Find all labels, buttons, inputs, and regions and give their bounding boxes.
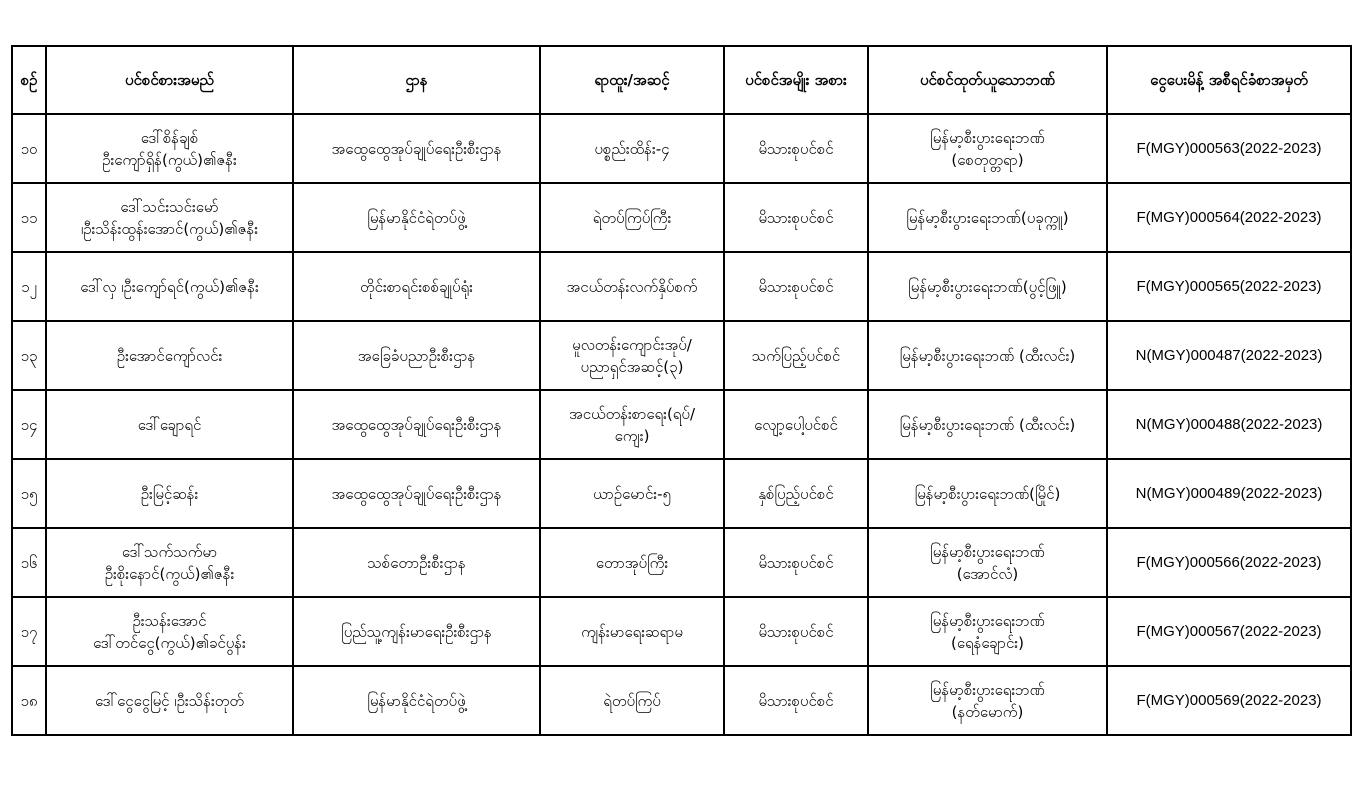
cell-name-line: ၊ဦးသိန်းထွန်းအောင်(ကွယ်)၏ဇနီး [80,219,259,238]
cell-rank-line: တောအုပ်ကြီး [595,553,669,572]
cell-department-line: အထွေထွေအုပ်ချုပ်ရေးဦးစီးဌာန [331,139,502,158]
cell-no: ၁၈ [12,666,46,735]
cell-name [46,597,293,666]
cell-pension-type [724,666,868,735]
table-body [12,114,1351,735]
cell-rank [540,459,724,528]
cell-name [46,321,293,390]
cell-pension-type [724,390,868,459]
cell-bank [868,321,1107,390]
cell-department-line: ပြည်သူ့ကျန်းမာရေးဦးစီးဌာန [341,622,492,641]
cell-name-line: ဒေါ်ချောရင် [137,415,202,434]
table-row [12,390,1351,459]
cell-department [293,390,540,459]
cell-department [293,528,540,597]
table-row [12,666,1351,735]
cell-rank [540,183,724,252]
cell-name-line: ဒေါ်သင်းသင်းမော် [120,197,219,216]
cell-name-line: ဒေါ်တင်ငွေ(ကွယ်)၏ခင်ပွန်း [93,633,246,652]
cell-rank-line: ပညာရှင်အဆင့်(၃) [580,357,684,376]
cell-no: ၁၅ [12,459,46,528]
cell-pension-type [724,321,868,390]
cell-bank [868,114,1107,183]
cell-bank [868,459,1107,528]
cell-pension-type-line: မိသားစုပင်စင် [758,622,834,641]
cell-no: ၁၂ [12,252,46,321]
cell-name [46,390,293,459]
cell-pension-type-line: မိသားစုပင်စင် [758,139,834,158]
cell-pension-type [724,528,868,597]
cell-bank-line: မြန်မာ့စီးပွားရေးဘဏ် (ထီးလင်း) [899,346,1076,365]
cell-no: ၁၄ [12,390,46,459]
cell-rank-line: အငယ်တန်းစာရေး(ရပ်/ [568,404,696,423]
cell-rank [540,252,724,321]
column-header-department: ဌာန [293,46,540,114]
cell-name [46,666,293,735]
cell-department [293,459,540,528]
cell-name [46,459,293,528]
cell-department-line: မြန်မာနိုင်ငံရဲတပ်ဖွဲ့ [367,208,466,227]
cell-name [46,252,293,321]
cell-rank-line: ရဲတပ်ကြပ် [603,691,661,710]
cell-bank [868,183,1107,252]
cell-pension-type-line: မိသားစုပင်စင် [758,277,834,296]
cell-bank-line: မြန်မာ့စီးပွားရေးဘဏ် [930,542,1045,561]
table-row [12,597,1351,666]
cell-department [293,114,540,183]
cell-department [293,252,540,321]
cell-name-line: ဦးကျော်ရှိန်(ကွယ်)၏ဇနီး [102,150,237,169]
pension-table [11,45,1352,736]
cell-bank-line: မြန်မာ့စီးပွားရေးဘဏ် [930,128,1045,147]
cell-no: ၁၃ [12,321,46,390]
cell-department [293,597,540,666]
cell-permit-no: N(MGY)000488(2022-2023) [1107,390,1351,459]
cell-bank-line: (နတ်မောက်) [951,702,1024,721]
cell-bank-line: မြန်မာ့စီးပွားရေးဘဏ် [930,611,1045,630]
cell-name-line: ဦးစိုးနောင်(ကွယ်)၏ဇနီး [104,564,235,583]
column-header-permit-no: ငွေပေးမိန့် အစီရင်ခံစာအမှတ် [1107,46,1351,114]
cell-pension-type [724,597,868,666]
cell-bank [868,597,1107,666]
table-row [12,114,1351,183]
table-row [12,252,1351,321]
cell-name-line: ဒေါ်စိန်ချစ် [140,128,199,147]
cell-rank [540,321,724,390]
cell-pension-type [724,114,868,183]
cell-pension-type-line: မိသားစုပင်စင် [758,208,834,227]
cell-no: ၁၁ [12,183,46,252]
cell-department-line: တိုင်းစာရင်းစစ်ချုပ်ရုံး [360,277,473,296]
cell-permit-no: N(MGY)000487(2022-2023) [1107,321,1351,390]
column-header-bank: ပင်စင်ထုတ်ယူသောဘဏ် [868,46,1107,114]
cell-permit-no: F(MGY)000567(2022-2023) [1107,597,1351,666]
table-row [12,321,1351,390]
cell-department [293,321,540,390]
column-header-rank: ရာထူး/အဆင့် [540,46,724,114]
cell-pension-type-line: မိသားစုပင်စင် [758,691,834,710]
cell-name [46,528,293,597]
table-row [12,459,1351,528]
cell-name [46,183,293,252]
cell-pension-type [724,252,868,321]
cell-rank [540,114,724,183]
cell-bank-line: (အောင်လံ) [956,564,1019,583]
header-row [12,46,1351,114]
cell-permit-no: F(MGY)000564(2022-2023) [1107,183,1351,252]
cell-rank [540,666,724,735]
cell-permit-no: F(MGY)000566(2022-2023) [1107,528,1351,597]
cell-bank [868,666,1107,735]
cell-rank-line: မူလတန်းကျောင်းအုပ်/ [572,335,692,354]
cell-permit-no: N(MGY)000489(2022-2023) [1107,459,1351,528]
cell-permit-no: F(MGY)000565(2022-2023) [1107,252,1351,321]
cell-rank [540,390,724,459]
cell-rank-line: အငယ်တန်းလက်နှိပ်စက် [566,277,698,296]
cell-department-line: အခြေခံပညာဦးစီးဌာန [357,346,476,365]
cell-bank [868,528,1107,597]
cell-bank-line: မြန်မာ့စီးပွားရေးဘဏ် (ထီးလင်း) [899,415,1076,434]
cell-rank [540,528,724,597]
cell-name-line: ဦးသန်းအောင် [132,611,207,630]
cell-bank-line: (စေတုတ္တရာ) [951,150,1024,169]
cell-rank-line: ရဲတပ်ကြပ်ကြီး [592,208,672,227]
column-header-name: ပင်စင်စားအမည် [46,46,293,114]
cell-department-line: သစ်တောဦးစီးဌာန [367,553,466,572]
cell-name-line: ဦးမြင့်ဆန်း [140,484,199,503]
cell-pension-type-line: နှစ်ပြည့်ပင်စင် [758,484,834,503]
cell-rank-line: ပစ္စည်းထိန်း-၄ [594,139,670,158]
cell-no: ၁၇ [12,597,46,666]
cell-name [46,114,293,183]
cell-pension-type [724,459,868,528]
cell-bank-line: မြန်မာ့စီးပွားရေးဘဏ်(ပခုက္ကူ) [906,208,1069,227]
cell-permit-no: F(MGY)000569(2022-2023) [1107,666,1351,735]
cell-rank-line: ကျန်းမာရေးဆရာမ [581,622,683,641]
cell-department [293,666,540,735]
cell-no: ၁၆ [12,528,46,597]
cell-bank-line: မြန်မာ့စီးပွားရေးဘဏ်(ပွင့်ဖြူ) [908,277,1067,296]
cell-no: ၁၀ [12,114,46,183]
cell-bank-line: မြန်မာ့စီးပွားရေးဘဏ် [930,680,1045,699]
table-row [12,528,1351,597]
cell-name-line: ဒေါ်ငွေငွေမြင့် ၊ဦးသိန်းတုတ် [94,691,245,710]
cell-rank [540,597,724,666]
cell-pension-type-line: သက်ပြည့်ပင်စင် [751,346,841,365]
column-header-no: စဉ် [12,46,46,114]
cell-pension-type [724,183,868,252]
cell-bank-line: (ရေနံချောင်း) [951,633,1024,652]
cell-name-line: ဒေါ်သက်သက်မာ [121,542,218,561]
cell-pension-type-line: မိသားစုပင်စင် [758,553,834,572]
table-header [12,46,1351,114]
cell-bank [868,390,1107,459]
cell-department-line: အထွေထွေအုပ်ချုပ်ရေးဦးစီးဌာန [331,415,502,434]
cell-department-line: မြန်မာနိုင်ငံရဲတပ်ဖွဲ့ [367,691,466,710]
cell-rank-line: ကျေး) [614,426,650,445]
table-row [12,183,1351,252]
cell-name-line: ဦးအောင်ကျော်လင်း [116,346,223,365]
cell-rank-line: ယာဉ်မောင်း-၅ [593,484,671,503]
cell-permit-no: F(MGY)000563(2022-2023) [1107,114,1351,183]
column-header-pension-type: ပင်စင်အမျိုး အစား [724,46,868,114]
cell-pension-type-line: လျော့ပေါ့ပင်စင် [754,415,838,434]
cell-bank-line: မြန်မာ့စီးပွားရေးဘဏ်(မြိုင်) [914,484,1061,503]
cell-bank [868,252,1107,321]
cell-department-line: အထွေထွေအုပ်ချုပ်ရေးဦးစီးဌာန [331,484,502,503]
cell-name-line: ဒေါ်လှ ၊ဦးကျော်ရင်(ကွယ်)၏ဇနီး [80,277,259,296]
cell-department [293,183,540,252]
